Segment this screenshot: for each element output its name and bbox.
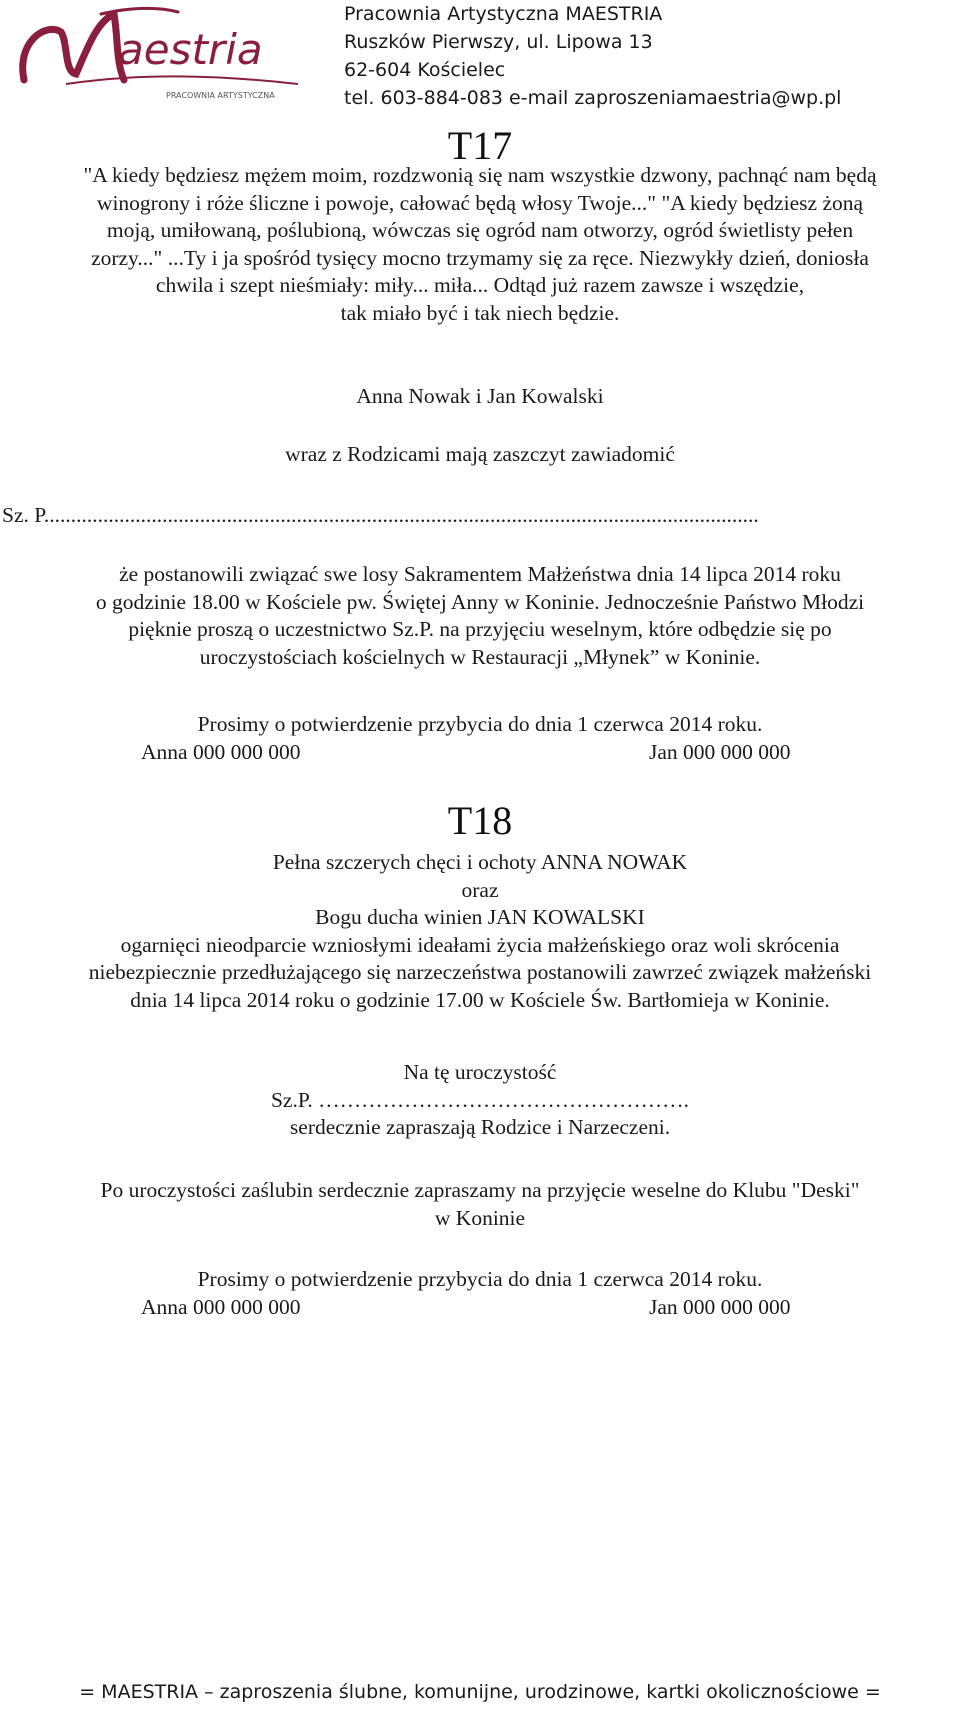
t17-names: Anna Nowak i Jan Kowalski: [356, 384, 604, 408]
t18-announcement: [0, 849, 960, 1014]
t17-phone-jan: Jan 000 000 000: [649, 740, 791, 764]
t17-poem: [0, 162, 960, 327]
poem-line: "A kiedy będziesz mężem moim, rozdzwonią się nam wszystkie dzwony, pachnąć nam będą: [83, 163, 877, 187]
t18-phone-anna: Anna 000 000 000: [141, 1295, 301, 1319]
details-line: o godzinie 18.00 w Kościele pw. Świętej Anny w Koninie. Jednocześnie Państwo Młodzi: [95, 589, 865, 614]
announcement-line: ogarnięci nieodparcie wzniosłymi ideałami życia małżeńskiego oraz woli skrócenia: [120, 932, 840, 957]
announcement-line: Pełna szczerych chęci i ochoty ANNA NOWAK: [272, 850, 688, 874]
t18-phone-jan: Jan 000 000 000: [649, 1295, 791, 1319]
invite-line: serdecznie zapraszają Rodzice i Narzeczeni.: [289, 1115, 671, 1139]
svg-text:aestria: aestria: [118, 25, 263, 74]
t17-phone-anna: Anna 000 000 000: [141, 740, 301, 764]
svg-text:PRACOWNIA ARTYSTYCZNA: PRACOWNIA ARTYSTYCZNA: [166, 91, 275, 100]
contact-header: [344, 0, 841, 112]
announcement-line: Bogu ducha winien JAN KOWALSKI: [315, 905, 645, 929]
t18-rsvp: Prosimy o potwierdzenie przybycia do dnia 1 czerwca 2014 roku.: [197, 1267, 763, 1291]
studio-postcode: 62-604 Kościelec: [344, 59, 506, 81]
poem-line: chwila i szept nieśmiały: miły... miła... Odtąd już razem zawsze i wszędzie,: [155, 273, 805, 297]
t17-details: [0, 561, 960, 671]
maestria-logo: [6, 2, 306, 102]
reception-line: w Koninie: [434, 1205, 526, 1230]
details-line: pięknie proszą o uczestnictwo Sz.P. na przyjęciu weselnym, które odbędzie się po: [128, 617, 832, 641]
poem-line: zorzy..." ...Ty i ja spośród tysięcy mocno trzymamy się za ręce. Niezwykły dzień, doniosła: [91, 245, 869, 270]
t18-title: T18: [447, 798, 513, 843]
invite-line: Sz.P. …………………………………………….: [270, 1087, 690, 1112]
details-line: że postanowili związać swe losy Sakramentem Małżeństwa dnia 14 lipca 2014 roku: [119, 562, 841, 586]
t17-announce: wraz z Rodzicami mają zaszczyt zawiadomić: [285, 442, 675, 466]
page-footer: = MAESTRIA – zaproszenia ślubne, komunijne, urodzinowe, kartki okolicznościowe =: [79, 1681, 881, 1703]
studio-contact: tel. 603-884-083 e-mail zaproszeniamaestria@wp.pl: [344, 87, 842, 109]
maestria-logo-graphic: [6, 2, 306, 102]
t17-rsvp: Prosimy o potwierdzenie przybycia do dnia 1 czerwca 2014 roku.: [197, 712, 763, 736]
details-line: uroczystościach kościelnych w Restauracji „Młynek” w Koninie.: [199, 644, 761, 669]
t17-title: T17: [447, 123, 513, 168]
t17-guest-line: Sz. P.....................................................................................................................................: [2, 503, 759, 527]
t18-reception: [0, 1177, 960, 1232]
announcement-line: dnia 14 lipca 2014 roku o godzinie 17.00 w Kościele Św. Bartłomieja w Koninie.: [130, 987, 830, 1012]
announcement-line: niebezpiecznie przedłużającego się narzeczeństwa postanowili zawrzeć związek małżeński: [88, 960, 872, 984]
t18-invite: [0, 1059, 960, 1142]
poem-line: winogrony i róże śliczne i powoje, całować będą włosy Twoje..." "A kiedy będziesz żoną: [96, 190, 864, 215]
invite-line: Na tę uroczystość: [403, 1060, 557, 1084]
announcement-line: oraz: [461, 877, 499, 902]
studio-address: Ruszków Pierwszy, ul. Lipowa 13: [344, 31, 653, 53]
studio-name: Pracownia Artystyczna MAESTRIA: [344, 3, 663, 25]
poem-line: moją, umiłowaną, poślubioną, wówczas się ogród nam otworzy, ogród świetlisty pełen: [106, 218, 854, 242]
poem-line: tak miało być i tak niech będzie.: [340, 300, 620, 325]
reception-line: Po uroczystości zaślubin serdecznie zapraszamy na przyjęcie weselne do Klubu "Deski": [100, 1178, 860, 1202]
